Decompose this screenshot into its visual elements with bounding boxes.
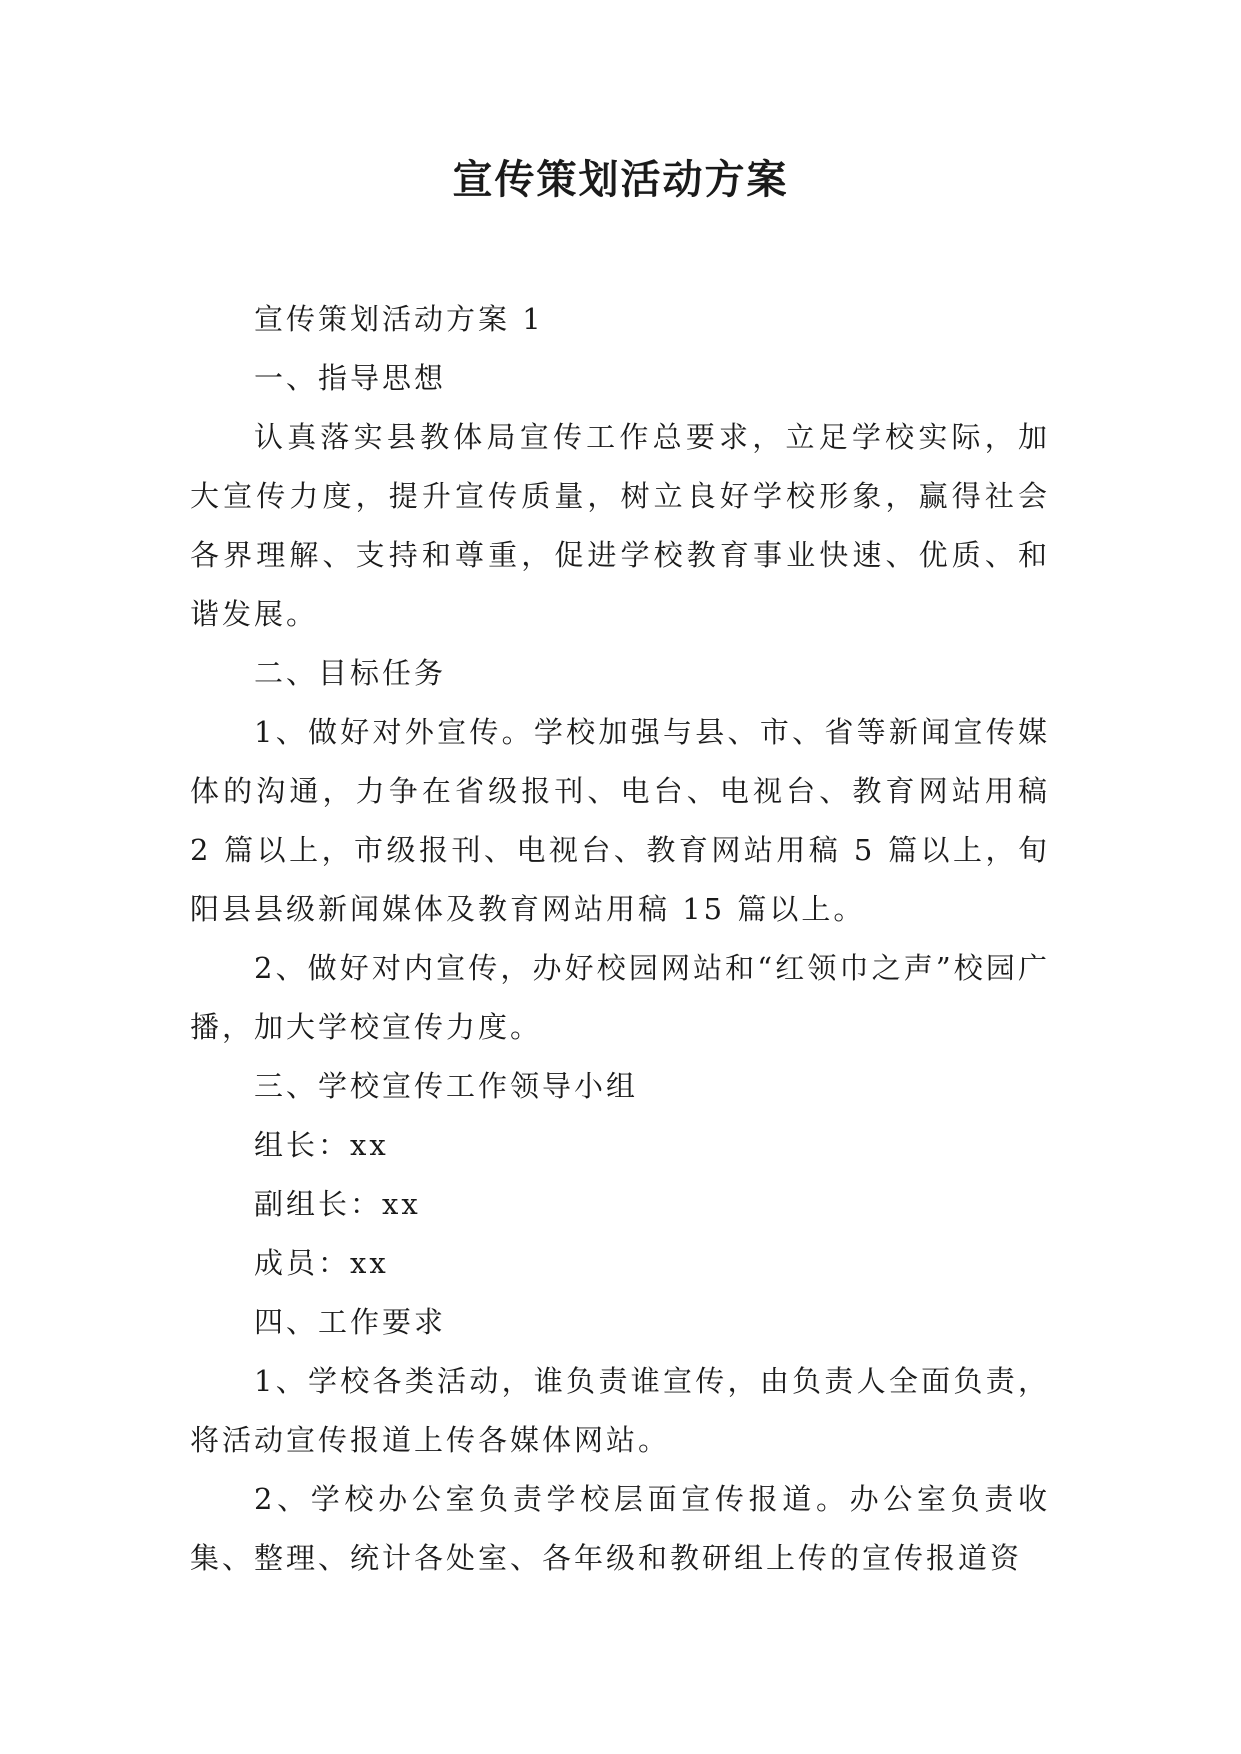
paragraph-deputy-leader: 副组长：xx	[254, 1187, 421, 1221]
heading-goals-tasks: 二、目标任务	[254, 656, 447, 690]
paragraph-members: 成员：xx	[254, 1246, 389, 1280]
heading-leadership-group: 三、学校宣传工作领导小组	[254, 1069, 639, 1103]
heading-work-requirements: 四、工作要求	[254, 1305, 447, 1339]
paragraph-external-publicity: 1、做好对外宣传。学校加强与县、市、省等新闻宣传媒体的沟通，力争在省级报刊、电台、电视台、教育网站用稿 2 篇以上，市级报刊、电视台、教育网站用稿 5 篇以上，旬阳县县级新闻媒体及教育网站用稿 15 篇以上。	[190, 715, 1050, 926]
heading-guiding-ideology: 一、指导思想	[254, 361, 447, 395]
paragraph-guiding-ideology: 认真落实县教体局宣传工作总要求，立足学校实际，加大宣传力度，提升宣传质量，树立良好学校形象，赢得社会各界理解、支持和尊重，促进学校教育事业快速、优质、和谐发展。	[190, 420, 1050, 631]
paragraph-internal-publicity: 2、做好对内宣传，办好校园网站和“红领巾之声”校园广播，加大学校宣传力度。	[190, 951, 1050, 1044]
paragraph-requirement-1: 1、学校各类活动，谁负责谁宣传，由负责人全面负责，将活动宣传报道上传各媒体网站。	[190, 1364, 1050, 1457]
paragraph-group-leader: 组长：xx	[254, 1128, 389, 1162]
document-title: 宣传策划活动方案	[452, 156, 789, 203]
paragraph-plan-number: 宣传策划活动方案 1	[254, 302, 544, 336]
document-body	[190, 290, 1050, 1588]
paragraph-requirement-2: 2、学校办公室负责学校层面宣传报道。办公室负责收集、整理、统计各处室、各年级和教研组上传的宣传报道资	[190, 1482, 1050, 1575]
